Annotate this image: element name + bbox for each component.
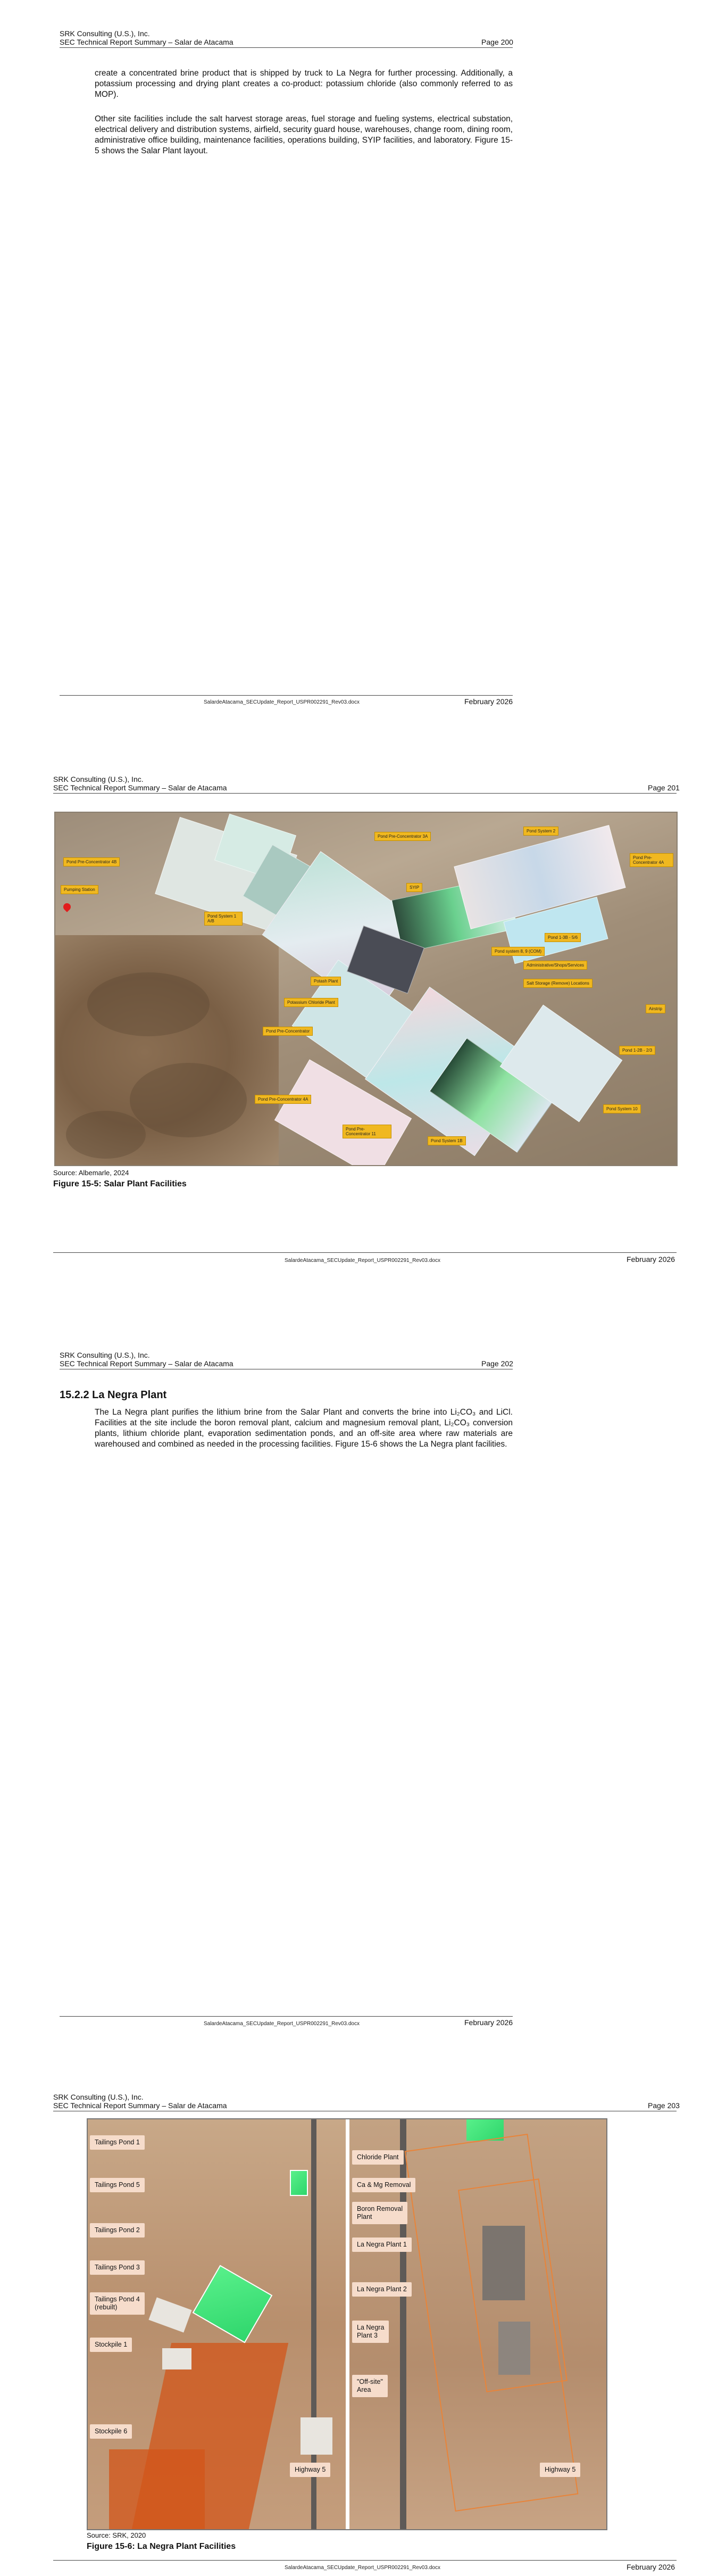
facility-label: Chloride Plant (352, 2150, 404, 2165)
page-number: Page 201 (648, 783, 680, 792)
facility-label: La Negra Plant 2 (352, 2282, 412, 2297)
map-label: Administrative/Shops/Services (523, 961, 587, 970)
footer-rule (60, 2016, 513, 2017)
mountain-ridge (130, 1063, 247, 1137)
facility-label: Stockpile 6 (90, 2424, 132, 2439)
map-label: SYIP (406, 883, 422, 892)
map-label: Pond Pre-Concentrator (263, 1027, 313, 1036)
body-paragraph: create a concentrated brine product that is shipped by truck to La Negra for further processing. Additionally, a potassium processing and drying plant creates a co-product: potassium chloride (also commonly referred to as MOP). (95, 69, 513, 99)
section-heading: 15.2.2 La Negra Plant (60, 1389, 167, 1401)
page-number: Page 200 (481, 38, 513, 46)
header-company: SRK Consulting (U.S.), Inc. (53, 2093, 144, 2101)
header-rule (60, 47, 513, 48)
footer-filename: SalardeAtacama_SECUpdate_Report_USPR002291_Rev03.docx (204, 699, 360, 705)
figure-caption: Figure 15-5: Salar Plant Facilities (53, 1179, 187, 1188)
header-company: SRK Consulting (U.S.), Inc. (60, 1351, 150, 1359)
map-label: Potash Plant (311, 977, 341, 986)
location-pin-icon (62, 902, 72, 912)
map-label: Pond 1-2B - 2/3 (619, 1046, 655, 1055)
header-report: SEC Technical Report Summary – Salar de Atacama (53, 783, 227, 792)
header-report: SEC Technical Report Summary – Salar de Atacama (60, 38, 233, 46)
figure-source: Source: Albemarle, 2024 (53, 1169, 129, 1177)
tailings-area (109, 2449, 205, 2529)
footer-rule (53, 1252, 677, 1253)
page-202 (0, 1304, 726, 2049)
plant-building (482, 2226, 525, 2300)
map-label: Pond Pre-Concentrator 3A (374, 832, 431, 841)
map-label: Pond System 1B (428, 1136, 466, 1145)
facility-label: "Off-site" Area (352, 2375, 388, 2397)
body-paragraph: The La Negra plant purifies the lithium brine from the Salar Plant and converts the brine into Li₂CO₃ and LiCl. Facilities at the site include the boron removal plant, calcium and magnesium removal plant, Li₂CO₃ conversion plants, lithium chloride plant, evaporation sedimentation ponds, and an off-site area where raw materials are warehoused and combined as needed in the processing facilities. Figure 15-6 shows the La Negra plant facilities. (95, 1408, 513, 1449)
header-report: SEC Technical Report Summary – Salar de Atacama (60, 1359, 233, 1368)
header-report: SEC Technical Report Summary – Salar de Atacama (53, 2101, 227, 2110)
facility-label: Tailings Pond 5 (90, 2178, 145, 2192)
warehouse-building (301, 2417, 332, 2455)
facility-label: Tailings Pond 2 (90, 2223, 145, 2238)
figure-caption: Figure 15-6: La Negra Plant Facilities (87, 2542, 236, 2551)
footer-rule (60, 695, 513, 696)
map-label: Pumping Station (61, 885, 98, 894)
figure-source: Source: SRK, 2020 (87, 2531, 146, 2539)
map-label: Salt Storage (Remove) Locations (523, 979, 593, 988)
header-company: SRK Consulting (U.S.), Inc. (60, 29, 150, 38)
plant-building (498, 2322, 530, 2375)
facility-label: La Negra Plant 1 (352, 2238, 412, 2252)
map-label: Pond Pre-Concentrator 11 (343, 1125, 391, 1138)
salt-stockpile (148, 2297, 191, 2332)
facility-label: Tailings Pond 1 (90, 2135, 145, 2150)
footer-date: February 2026 (464, 2018, 513, 2027)
facility-label: Tailings Pond 4 (rebuilt) (90, 2292, 145, 2315)
facility-label: Tailings Pond 3 (90, 2260, 145, 2275)
page-number: Page 203 (648, 2101, 680, 2110)
footer-date: February 2026 (627, 2563, 675, 2571)
map-label: Pond Pre-Concentrator 4A (630, 853, 673, 867)
page-number: Page 202 (481, 1359, 513, 1368)
facility-label: Ca & Mg Removal (352, 2178, 415, 2192)
mountain-ridge (66, 1111, 146, 1159)
map-label: Pond system 8, 9 (COM) (491, 947, 545, 956)
facility-label: Stockpile 1 (90, 2338, 132, 2352)
map-label: Pond System 10 (603, 1104, 641, 1113)
panel-divider (346, 2119, 349, 2529)
facility-label: Highway 5 (540, 2463, 580, 2477)
facility-label: Highway 5 (290, 2463, 330, 2477)
facility-label: La Negra Plant 3 (352, 2321, 389, 2343)
map-label: Airstrip (646, 1004, 665, 1013)
map-label: Pond System 1 A/B (204, 912, 243, 926)
page-201-bottom (0, 1166, 726, 1304)
footer-filename: SalardeAtacama_SECUpdate_Report_USPR002291_Rev03.docx (285, 1258, 440, 1264)
map-label: Pond System 2 (523, 827, 558, 836)
footer-filename: SalardeAtacama_SECUpdate_Report_USPR002291_Rev03.docx (285, 2565, 440, 2571)
map-label: Potassium Chloride Plant (284, 998, 338, 1007)
map-label: Pond 1-3B - 5/6 (545, 933, 581, 942)
page-203-bottom (0, 2529, 726, 2576)
mountain-ridge (87, 972, 210, 1036)
footer-filename: SalardeAtacama_SECUpdate_Report_USPR002291_Rev03.docx (204, 2021, 360, 2027)
map-label: Pond Pre-Concentrator 4A (255, 1095, 311, 1104)
page-200 (0, 0, 726, 719)
footer-rule (53, 2560, 677, 2561)
footer-date: February 2026 (627, 1255, 675, 1264)
header-company: SRK Consulting (U.S.), Inc. (53, 775, 144, 783)
tailings-pond-green (193, 2265, 273, 2343)
header-rule (53, 793, 677, 794)
body-paragraph: Other site facilities include the salt harvest storage areas, fuel storage and fueling systems, electrical substation, electrical delivery and distribution systems, airfield, security guard house, warehouses, change room, dining room, administrative office building, maintenance facilities, operations building, SYIP facilities, and laboratory. Figure 15-5 shows the Salar Plant layout. (95, 114, 513, 155)
map-label: Pond Pre-Concentrator 4B (63, 857, 120, 866)
facility-label: Boron Removal Plant (352, 2202, 407, 2224)
salar-plant-aerial-map (54, 812, 678, 1166)
footer-date: February 2026 (464, 697, 513, 706)
la-negra-aerial-map (87, 2118, 607, 2530)
salt-stockpile (162, 2348, 191, 2369)
tailings-pond-green (290, 2170, 308, 2196)
